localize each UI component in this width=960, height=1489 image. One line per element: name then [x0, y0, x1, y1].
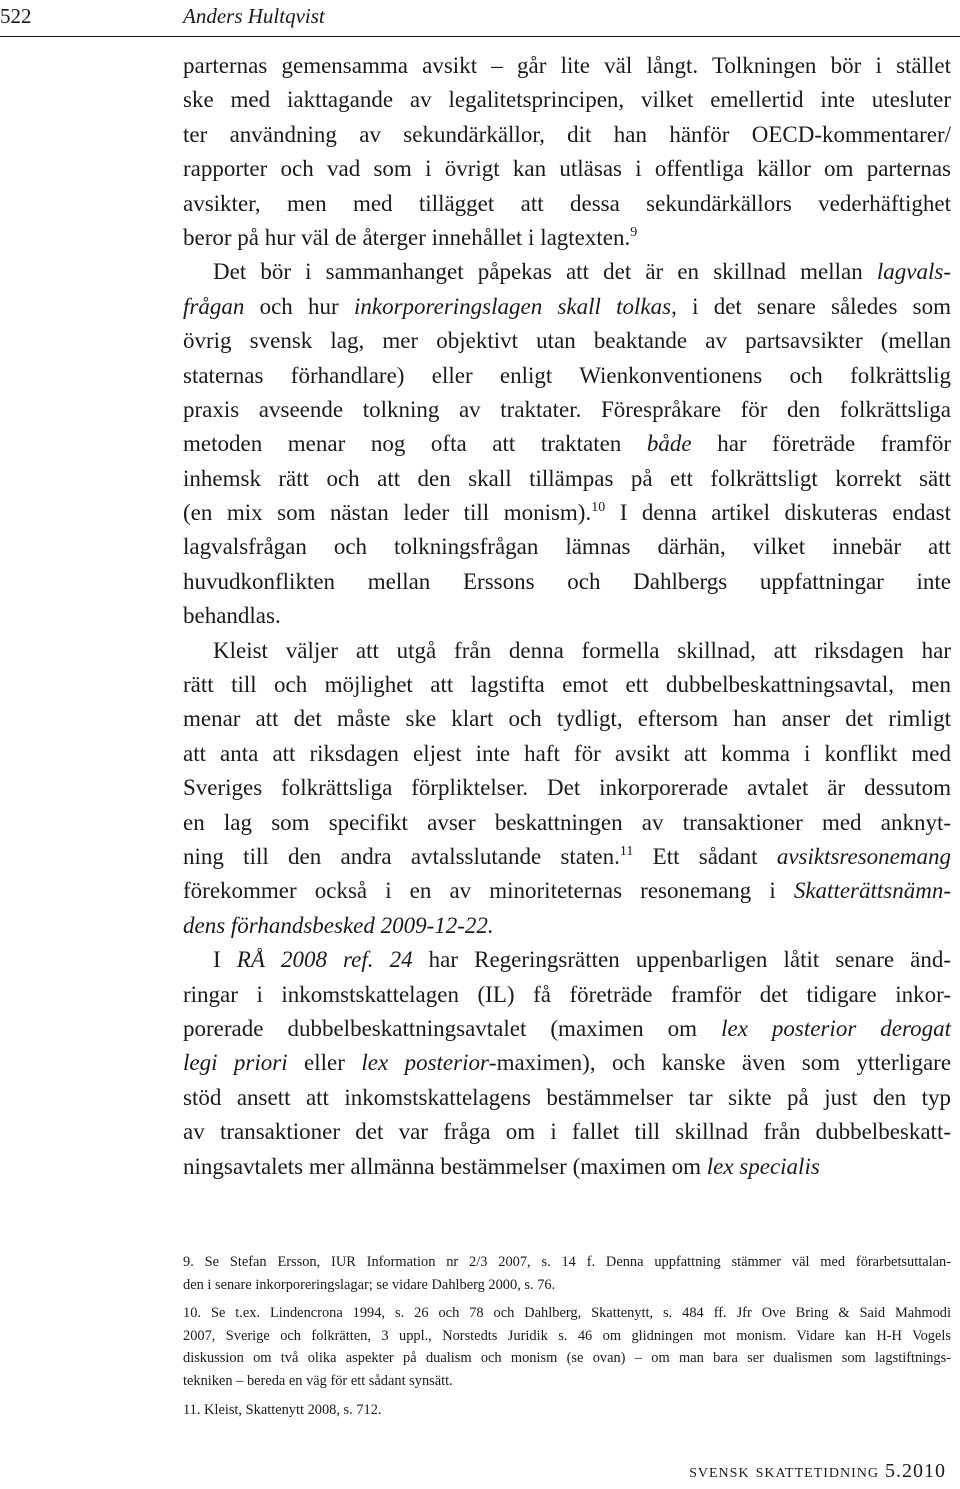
text-line: stöd ansett att inkomstskattelagens bestämmelser tar sikte på just den typ: [183, 1084, 951, 1110]
journal-footer: svensk skattetidning 5.2010: [689, 1460, 946, 1482]
text-line: dens förhandsbesked 2009-12-22.: [183, 912, 494, 938]
text-line: avsikter, men med tillägget att dessa sekundärkällors vederhäftighet: [183, 190, 951, 216]
footnotes: [183, 1251, 951, 1421]
page-number: 522: [0, 4, 32, 28]
text-line: Kleist väljer att utgå från denna formella skillnad, att riksdagen har: [213, 637, 951, 663]
footnote-10-cont: 2007, Sverige och folkrätten, 3 uppl., Norstedts Juridik s. 46 om glidningen mot monism. Vidare kan H-H Vogels: [183, 1327, 951, 1344]
text-line: ringar i inkomstskattelagen (IL) få företräde framför det tidigare inkor-: [183, 981, 951, 1007]
text-line: beror på hur väl de återger innehållet i lagtexten.$^9$: [183, 224, 638, 250]
footnote-ref[interactable]: 10: [591, 500, 606, 516]
footnote-ref[interactable]: 9: [630, 224, 638, 240]
text-line: ske med iakttagande av legalitetsprincipen, vilket emellertid inte utesluter: [183, 87, 951, 113]
footnote-9: 9. Se Stefan Ersson, IUR Information nr 2/3 2007, s. 14 f. Denna uppfattning stämmer väl med förarbetsuttalan-: [183, 1254, 951, 1270]
header-rule: [0, 36, 960, 37]
text-line: huvudkonflikten mellan Erssons och Dahlbergs uppfattningar inte: [183, 568, 951, 594]
text-line: ter användning av sekundärkällor, dit han hänför OECD-kommentarer/: [183, 121, 951, 147]
text-line: (en mix som nästan leder till monism).$^{10}$ I denna artikel diskuteras endast: [183, 500, 952, 526]
text-line: praxis avseende tolkning av traktater. Förespråkare för den folkrättsliga: [183, 396, 951, 422]
text-line: en lag som specifikt avser beskattningen av transaktioner med anknyt-: [183, 809, 951, 835]
text-line: inhemsk rätt och att den skall tillämpas på ett folkrättsligt korrekt sätt: [183, 465, 951, 491]
text-line: lagvalsfrågan och tolkningsfrågan lämnas därhän, vilket innebär att: [183, 534, 951, 560]
body-text: [183, 49, 951, 1184]
text-line: förekommer också i en av minoriteternas resonemang i Skatterättsnämn-: [183, 878, 951, 904]
text-line: övrig svensk lag, mer objektivt utan beaktande av partsavsikter (mellan: [183, 328, 951, 354]
text-line: ning till den andra avtalsslutande staten.$^{11}$ Ett sådant avsiktsresonemang: [183, 843, 952, 869]
text-line: rapporter och vad som i övrigt kan utläsas i offentliga källor om parternas: [183, 156, 951, 182]
text-line: staternas förhandlare) eller enligt Wienkonventionens och folkrättslig: [183, 362, 951, 388]
footnote-ref[interactable]: 11: [619, 843, 634, 859]
text-line: ningsavtalets mer allmänna bestämmelser (maximen om lex specialis: [183, 1153, 820, 1179]
text-line: menar att det måste ske klart och tydligt, eftersom han anser det rimligt: [183, 706, 951, 732]
text-line: Sveriges folkrättsliga förpliktelser. Det inkorporerade avtalet är dessutom: [183, 775, 951, 801]
text-line: rätt till och möjlighet att lagstifta emot ett dubbelbeskattningsavtal, men: [183, 672, 951, 698]
footnote-10-cont: tekniken – bereda en väg för ett sådant synsätt.: [183, 1372, 453, 1389]
text-line: frågan och hur inkorporeringslagen skall tolkas, i det senare således som: [183, 293, 952, 319]
text-line: att anta att riksdagen eljest inte haft för avsikt att komma i konflikt med: [183, 740, 951, 766]
text-line: legi priori eller lex posterior-maximen), och kanske även som ytterligare: [183, 1050, 952, 1076]
footnote-11: 11. Kleist, Skattenytt 2008, s. 712.: [183, 1401, 382, 1418]
text-line: Det bör i sammanhanget påpekas att det är en skillnad mellan lagvals-: [213, 259, 951, 285]
footnote-9-cont: den i senare inkorporeringslagar; se vidare Dahlberg 2000, s. 76.: [183, 1276, 556, 1293]
text-line: porerade dubbelbeskattningsavtalet (maximen om lex posterior derogat: [183, 1015, 951, 1041]
text-line: behandlas.: [183, 603, 281, 629]
text-line: parternas gemensamma avsikt – går lite väl långt. Tolkningen bör i stället: [183, 53, 951, 78]
text-line: av transaktioner det var fråga om i fallet till skillnad från dubbelbeskatt-: [183, 1119, 951, 1145]
text-line: I RÅ 2008 ref. 24 har Regeringsrätten uppenbarligen låtit senare änd-: [213, 947, 952, 973]
footnote-10: 10. Se t.ex. Lindencrona 1994, s. 26 och 78 och Dahlberg, Skattenytt, s. 484 ff. Jfr Ove Bring & Said Mahmodi: [183, 1305, 951, 1322]
running-head: Anders Hultqvist: [183, 4, 325, 28]
text-line: metoden menar nog ofta att traktaten både har företräde framför: [183, 431, 951, 457]
page-header: [0, 0, 960, 42]
footnote-10-cont: diskussion om två olika aspekter på dualism och monism (se ovan) – om man bara ser dualismen som lagstiftnings-: [183, 1350, 951, 1367]
